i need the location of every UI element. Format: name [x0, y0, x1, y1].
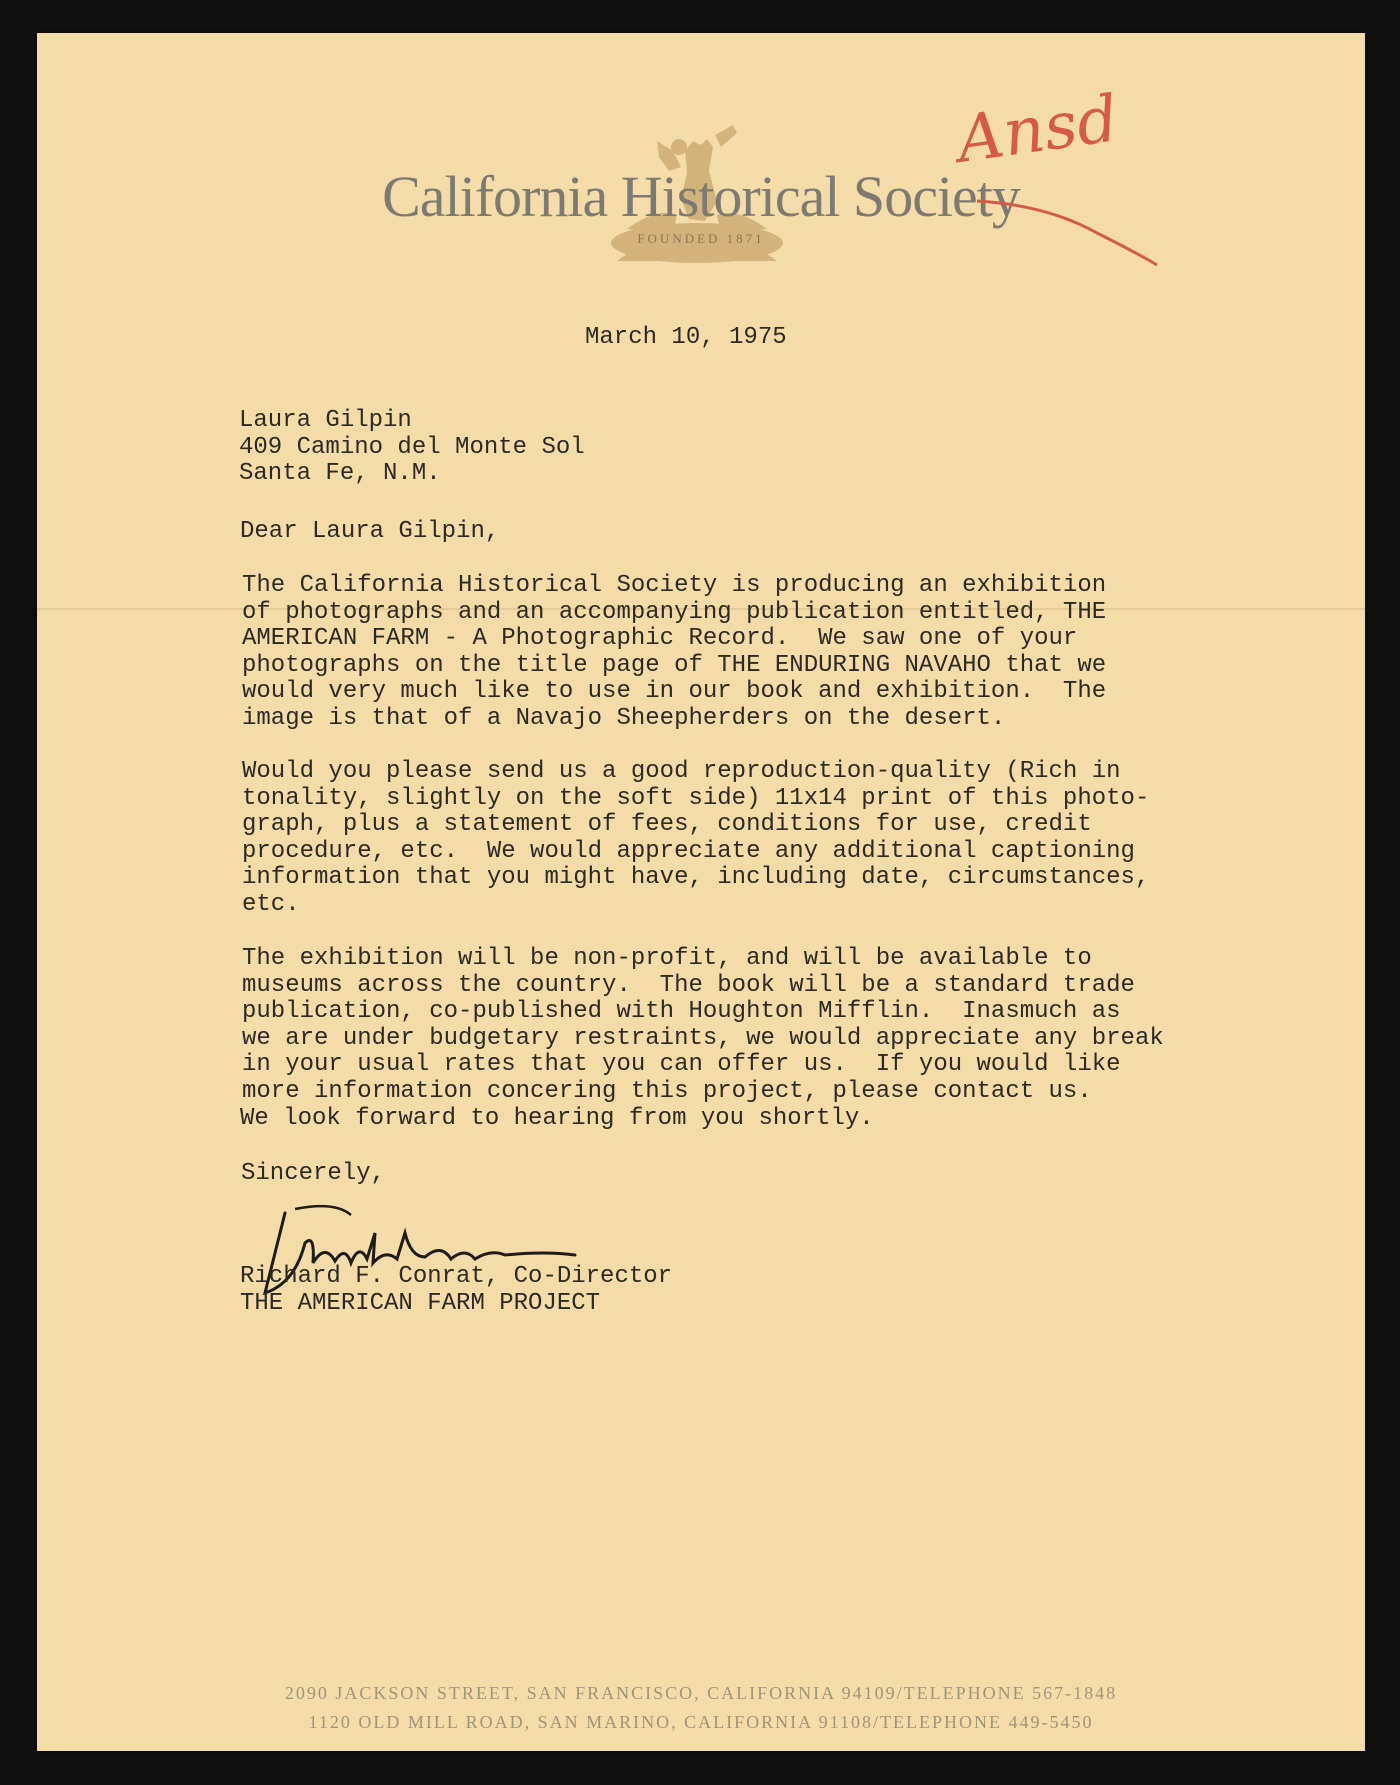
letter-page [37, 33, 1365, 1751]
signer-project: THE AMERICAN FARM PROJECT [240, 1289, 601, 1317]
letter-date: March 10, 1975 [585, 324, 787, 351]
strike-through-mark [957, 93, 1197, 273]
footer-address-1: 2090 JACKSON STREET, SAN FRANCISCO, CALIFORNIA 94109/TELEPHONE 567-1848 [284, 1683, 1118, 1703]
sign-off: Sincerely, [241, 1160, 386, 1187]
signer-block [240, 1264, 672, 1317]
annotation-text: Ansd [952, 82, 1123, 178]
closing-line: We look forward to hearing from you shortly. [240, 1105, 874, 1132]
recipient-street: 409 Camino del Monte Sol [239, 433, 585, 461]
handwritten-annotation [952, 82, 1197, 273]
letterhead-title: California Historical Society [382, 164, 1020, 229]
recipient-name: Laura Gilpin [239, 407, 412, 434]
body-paragraph-1: The California Historical Society is producing an exhibition of photographs and an accompanying publication entitled, THE AMERICAN FARM - A Photographic Record. We saw one of your photographs on the title page of THE ENDURING NAVAHO that we would very much like to use in our book and exhibition. The image is that of a Navajo Sheepherders on the desert. [242, 572, 1107, 732]
salutation: Dear Laura Gilpin, [240, 518, 500, 545]
body-paragraph-3: The exhibition will be non-profit, and will be available to museums across the country. The book will be a standard trade publication, co-published with Houghton Mifflin. Inasmuch as we are under budgetary restraints, we would appreciate any break in your usual rates that you can offer us. If you would like more information concering this project, please contact us. [242, 945, 1164, 1105]
footer-address-2: 1120 OLD MILL ROAD, SAN MARINO, CALIFORNIA 91108/TELEPHONE 449-5450 [308, 1712, 1094, 1732]
signer-name: Richard F. Conrat, Co-Director [240, 1263, 673, 1290]
letterhead-founded: FOUNDED 1871 [637, 231, 765, 246]
body-paragraph-2: Would you please send us a good reproduction-quality (Rich in tonality, slightly on the soft side) 11x14 print of this photo- graph, plus a statement of fees, conditions for use, credit procedure, etc. We would appreciate any additional captioning information that you might have, including date, circumstances, etc. [242, 758, 1150, 918]
recipient-address [239, 408, 585, 488]
recipient-city: Santa Fe, N.M. [239, 460, 441, 487]
